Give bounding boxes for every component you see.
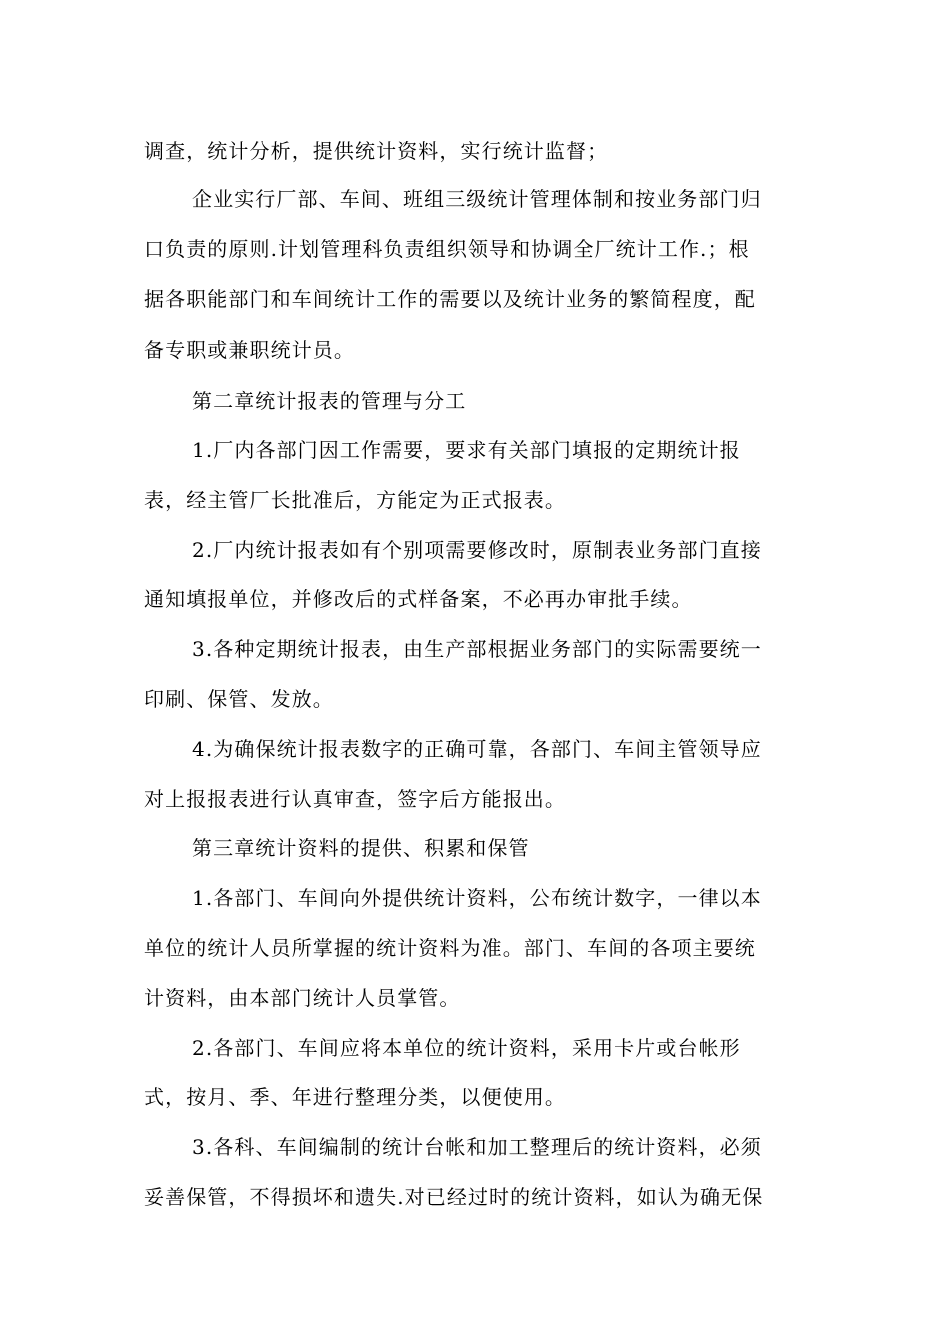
text-line: 4.为确保统计报表数字的正确可靠，各部门、车间主管领导应 — [192, 737, 762, 761]
text-line: 对上报报表进行认真审查，签字后方能报出。 — [144, 787, 566, 811]
chapter-heading: 第三章统计资料的提供、积累和保管 — [192, 836, 530, 860]
text-line: 2.各部门、车间应将本单位的统计资料，采用卡片或台帐形 — [192, 1036, 741, 1060]
text-line: 计资料，由本部门统计人员掌管。 — [144, 986, 461, 1010]
text-line: 式，按月、季、年进行整理分类，以便使用。 — [144, 1085, 566, 1109]
chapter-heading: 第二章统计报表的管理与分工 — [192, 389, 467, 413]
text-line: 1.各部门、车间向外提供统计资料，公布统计数字，一律以本 — [192, 886, 762, 910]
text-line: 口负责的原则.计划管理科负责组织领导和协调全厂统计工作.；根 — [144, 237, 750, 261]
text-line: 备专职或兼职统计员。 — [144, 338, 355, 362]
text-line: 妥善保管，不得损坏和遗失.对已经过时的统计资料，如认为确无保 — [144, 1185, 764, 1209]
text-line: 3.各种定期统计报表，由生产部根据业务部门的实际需要统一 — [192, 637, 762, 661]
text-line: 2.厂内统计报表如有个别项需要修改时，原制表业务部门直接 — [192, 538, 762, 562]
text-line: 通知填报单位，并修改后的式样备案，不必再办审批手续。 — [144, 587, 693, 611]
text-line: 1.厂内各部门因工作需要，要求有关部门填报的定期统计报 — [192, 438, 741, 462]
text-line: 表，经主管厂长批准后，方能定为正式报表。 — [144, 488, 566, 512]
text-line: 企业实行厂部、车间、班组三级统计管理体制和按业务部门归 — [192, 187, 762, 211]
text-line: 3.各科、车间编制的统计台帐和加工整理后的统计资料，必须 — [192, 1135, 762, 1159]
text-line: 单位的统计人员所掌握的统计资料为准。部门、车间的各项主要统 — [144, 936, 756, 960]
text-line: 调查，统计分析，提供统计资料，实行统计监督； — [144, 139, 609, 163]
text-line: 据各职能部门和车间统计工作的需要以及统计业务的繁简程度，配 — [144, 287, 756, 311]
text-line: 印刷、保管、发放。 — [144, 687, 334, 711]
